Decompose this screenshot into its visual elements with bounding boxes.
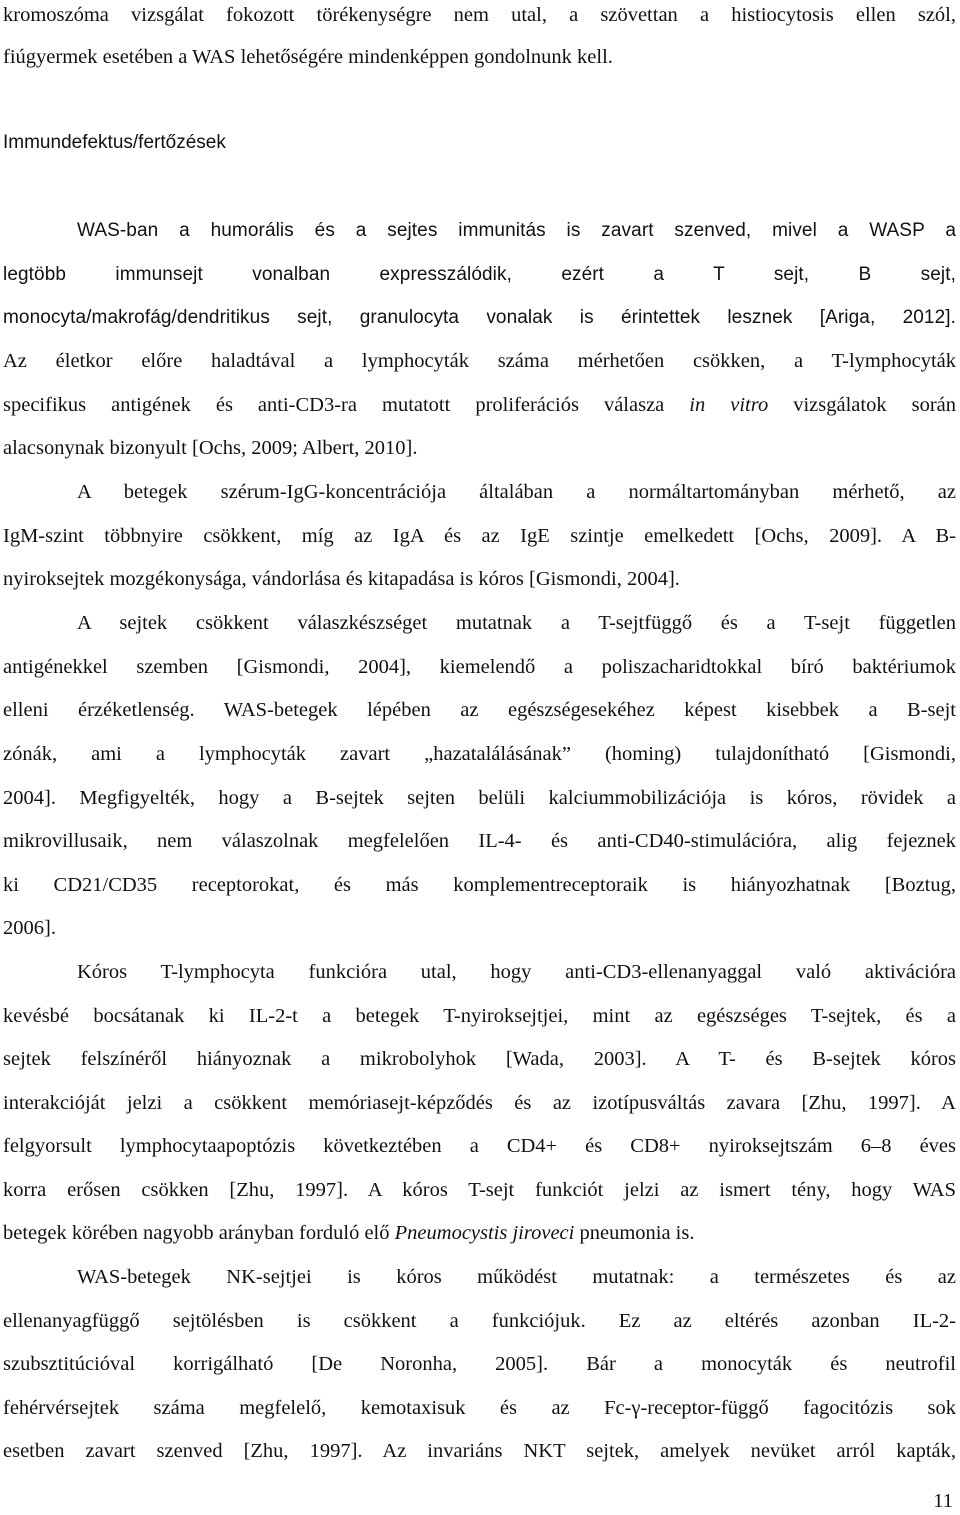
text-line: WAS-betegek NK-sejtjei is kóros működést mutatnak: a természetes és az [77, 1266, 956, 1288]
text-span: specifikus antigének és anti-CD3-ra mutatott proliferációs válasza [3, 394, 690, 416]
italic-term: Pneumocystis jiroveci [394, 1222, 575, 1244]
text-line: korra erősen csökken [Zhu, 1997]. A kóros T-sejt funkciót jelzi az ismert tény, hogy WAS [3, 1179, 956, 1201]
text-line: felgyorsult lymphocytaapoptózis következtében a CD4+ és CD8+ nyiroksejtszám 6–8 éves [3, 1135, 956, 1157]
text-line: fehérvérsejtek száma megfelelő, kemotaxisuk és az Fc-γ-receptor-függő fagocitózis sok [3, 1397, 956, 1419]
text-span: pneumonia is. [574, 1222, 695, 1244]
text-line: A betegek szérum-IgG-koncentrációja általában a normáltartományban mérhető, az [77, 481, 956, 503]
text-line: kromoszóma vizsgálat fokozott törékenységre nem utal, a szövettan a histiocytosis ellen szól, [3, 4, 956, 26]
text-line: antigénekkel szemben [Gismondi, 2004], kiemelendő a poliszacharidtokkal bíró baktériumok [3, 656, 956, 678]
text-span: vizsgálatok során [768, 394, 956, 416]
text-line: fiúgyermek esetében a WAS lehetőségére mindenképpen gondolnunk kell. [3, 46, 613, 68]
text-line: ki CD21/CD35 receptorokat, és más komplementreceptoraik is hiányozhatnak [Boztug, [3, 874, 956, 896]
text-line: szubsztitúcióval korrigálható [De Noronha, 2005]. Bár a monocyták és neutrofil [3, 1353, 956, 1375]
text-line: ellenanyagfüggő sejtölésben is csökkent a funkciójuk. Ez az eltérés azonban IL-2- [3, 1310, 956, 1332]
section-heading: Immundefektus/fertőzések [3, 132, 226, 153]
text-line: kevésbé bocsátanak ki IL-2-t a betegek T-nyiroksejtjei, mint az egészséges T-sejtek, és a [3, 1005, 956, 1027]
text-line: IgM-szint többnyire csökkent, míg az IgA és az IgE szintje emelkedett [Ochs, 2009]. A B- [3, 525, 956, 547]
text-line: mikrovillusaik, nem válaszolnak megfelelően IL-4- és anti-CD40-stimulációra, alig fejeznek [3, 830, 956, 852]
text-line [3, 390, 956, 420]
text-line: elleni érzéketlenség. WAS-betegek lépében az egészségesekéhez képest kisebbek a B-sejt [3, 699, 956, 721]
text-span: betegek körében nagyobb arányban forduló elő [3, 1222, 395, 1244]
italic-term: in vitro [689, 394, 769, 416]
text-line: WAS-ban a humorális és a sejtes immunitás is zavart szenved, mivel a WASP a [77, 220, 956, 241]
text-line: 2004]. Megfigyelték, hogy a B-sejtek sejten belüli kalciummobilizációja is kóros, rövidek a [3, 787, 956, 809]
text-line: Az életkor előre haladtával a lymphocyták száma mérhetően csökken, a T-lymphocyták [3, 350, 956, 372]
text-line: 2006]. [3, 917, 56, 939]
text-line: alacsonynak bizonyult [Ochs, 2009; Albert, 2010]. [3, 437, 418, 459]
text-line: nyiroksejtek mozgékonysága, vándorlása és kitapadása is kóros [Gismondi, 2004]. [3, 568, 680, 590]
text-line: legtöbb immunsejt vonalban expresszálódik, ezért a T sejt, B sejt, [3, 264, 956, 285]
text-line: monocyta/makrofág/dendritikus sejt, granulocyta vonalak is érintettek lesznek [Ariga, 2012]. [3, 307, 956, 328]
page-number: 11 [933, 1490, 953, 1512]
text-line: sejtek felszínéről hiányoznak a mikrobolyhok [Wada, 2003]. A T- és B-sejtek kóros [3, 1048, 956, 1070]
text-line: interakcióját jelzi a csökkent memóriasejt-képződés és az izotípusváltás zavara [Zhu, 1997]. A [3, 1092, 956, 1114]
text-line: Kóros T-lymphocyta funkcióra utal, hogy anti-CD3-ellenanyaggal való aktivációra [77, 961, 956, 983]
text-line: A sejtek csökkent válaszkészséget mutatnak a T-sejtfüggő és a T-sejt független [77, 612, 956, 634]
text-line [3, 1218, 956, 1248]
text-line: esetben zavart szenved [Zhu, 1997]. Az invariáns NKT sejtek, amelyek nevüket arról kapták, [3, 1440, 956, 1462]
text-line: zónák, ami a lymphocyták zavart „hazatalálásának” (homing) tulajdonítható [Gismondi, [3, 743, 956, 765]
